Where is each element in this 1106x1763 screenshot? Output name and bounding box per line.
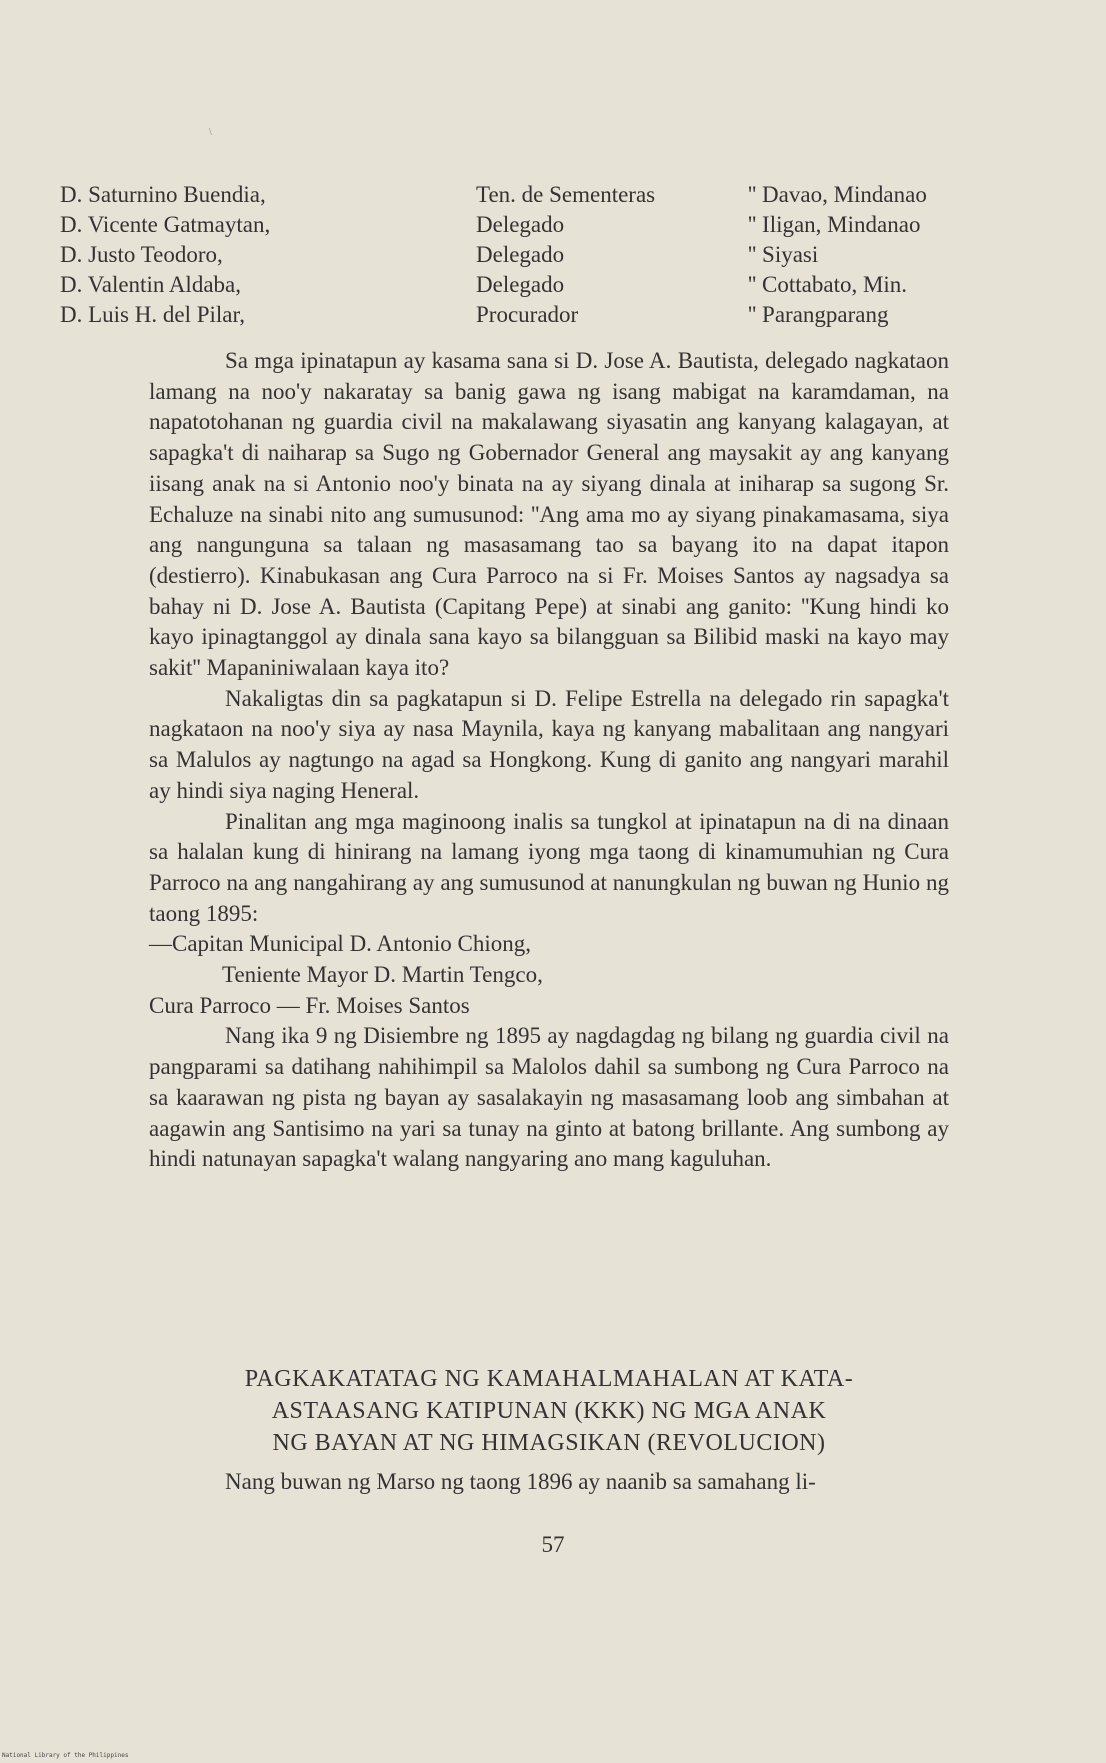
roster-name: D. Valentin Aldaba, — [60, 272, 241, 297]
roster-row — [60, 180, 960, 210]
roster-place: '' Davao, Mindanao — [748, 182, 927, 207]
roster-row — [60, 270, 960, 300]
body-text — [149, 346, 949, 1175]
roster-role: Procurador — [476, 302, 579, 327]
roster-role: Ten. de Sementeras — [476, 182, 656, 207]
roster-row — [60, 210, 960, 240]
appointee-line: Teniente Mayor D. Martin Tengco, — [222, 962, 543, 988]
exile-roster — [60, 180, 960, 330]
roster-role: Delegado — [476, 242, 565, 267]
paragraph: Nang ika 9 ng Disiembre ng 1895 ay nagdagdag ng bilang ng guardia civil na pangparami sa datihang nahihimpil sa Malolos dahil sa sumbong ng Cura Parroco na sa kaarawan ng pista ng bayan ay sasalakayin ng masasamang loob ang simbahan at aagawin ang Santisimo na yari sa tunay na ginto at batong brillante. Ang sumbong ay hindi natunayan sapagka't walang nangyaring ano mang kaguluhan. — [149, 1023, 949, 1172]
roster-role: Delegado — [476, 272, 565, 297]
appointee-line: —Capitan Municipal D. Antonio Chiong, — [149, 931, 532, 957]
heading-line: ASTAASANG KATIPUNAN (KKK) NG MGA ANAK — [271, 1398, 827, 1424]
roster-place: '' Iligan, Mindanao — [748, 212, 921, 237]
roster-row — [60, 240, 960, 270]
paragraph: Pinalitan ang mga maginoong inalis sa tungkol at ipinatapun na di na dinaan sa halalan kung di hinirang na lamang iyong mga taong di kinamumuhian ng Cura Parroco na ang nangahirang ay ang sumusunod at nanungkulan ng buwan ng Hunio ng taong 1895: — [149, 808, 949, 926]
appointee-line: Cura Parroco — Fr. Moises Santos — [149, 992, 470, 1018]
page-number: 57 — [541, 1532, 565, 1557]
roster-place: '' Parangparang — [748, 302, 889, 327]
heading-line: PAGKAKATATAG NG KAMAHALMAHALAN AT KATA- — [244, 1366, 854, 1392]
roster-place: '' Cottabato, Min. — [748, 272, 908, 297]
roster-name: D. Vicente Gatmaytan, — [60, 212, 271, 237]
paragraph-start: Nang buwan ng Marso ng taong 1896 ay naanib sa samahang li- — [225, 1469, 816, 1494]
library-credit: National Library of the Philippines — [2, 1752, 129, 1759]
paragraph: Nakaligtas din sa pagkatapun si D. Felipe Estrella na delegado rin sapagka't nagkataon na noo'y siya ay nasa Maynila, kaya ng kanyang mabalitaan ang nangyari sa Malulos ay nagtungo na agad sa Hongkong. Kung di ganito ang nangyari marahil ay hindi siya naging Heneral. — [149, 685, 949, 803]
paragraph: Sa mga ipinatapun ay kasama sana si D. Jose A. Bautista, delegado nagkataon lamang na noo'y nakaratay sa banig gawa ng isang mabigat na karamdaman, na napatotohanan ng guardia civil na makalawang siyasatin ang kanyang kalagayan, at sapagka't di naiharap sa Sugo ng Gobernador General ang maysakit ay ang kanyang iisang anak na si Antonio noo'y binata na ay siyang dinala at iniharap sa sugong Sr. Echaluze na sinabi nito ang sumusunod: ''Ang ama mo ay siyang pinakamasama, siya ang nangunguna sa talaan ng masasamang tao sa bayang ito na dapat itapon (destierro). Kinabukasan ang Cura Parroco na si Fr. Moises Santos ay nagsadya sa bahay ni D. Jose A. Bautista (Capitang Pepe) at sinabi ang ganito: ''Kung hindi ko kayo ipinagtanggol ay dinala sana kayo sa bilangguan sa Bilibid maski na kayo may sakit'' Mapaniniwalaan kaya ito? — [149, 348, 949, 681]
roster-name: D. Justo Teodoro, — [60, 242, 223, 267]
roster-name: D. Saturnino Buendia, — [60, 182, 266, 207]
roster-place: '' Siyasi — [748, 242, 819, 267]
roster-name: D. Luis H. del Pilar, — [60, 302, 245, 327]
margin-mark: \ — [209, 127, 212, 138]
heading-line: NG BAYAN AT NG HIMAGSIKAN (REVOLUCION) — [272, 1430, 826, 1456]
section-heading — [149, 1363, 949, 1459]
roster-row — [60, 300, 960, 330]
roster-role: Delegado — [476, 212, 565, 237]
